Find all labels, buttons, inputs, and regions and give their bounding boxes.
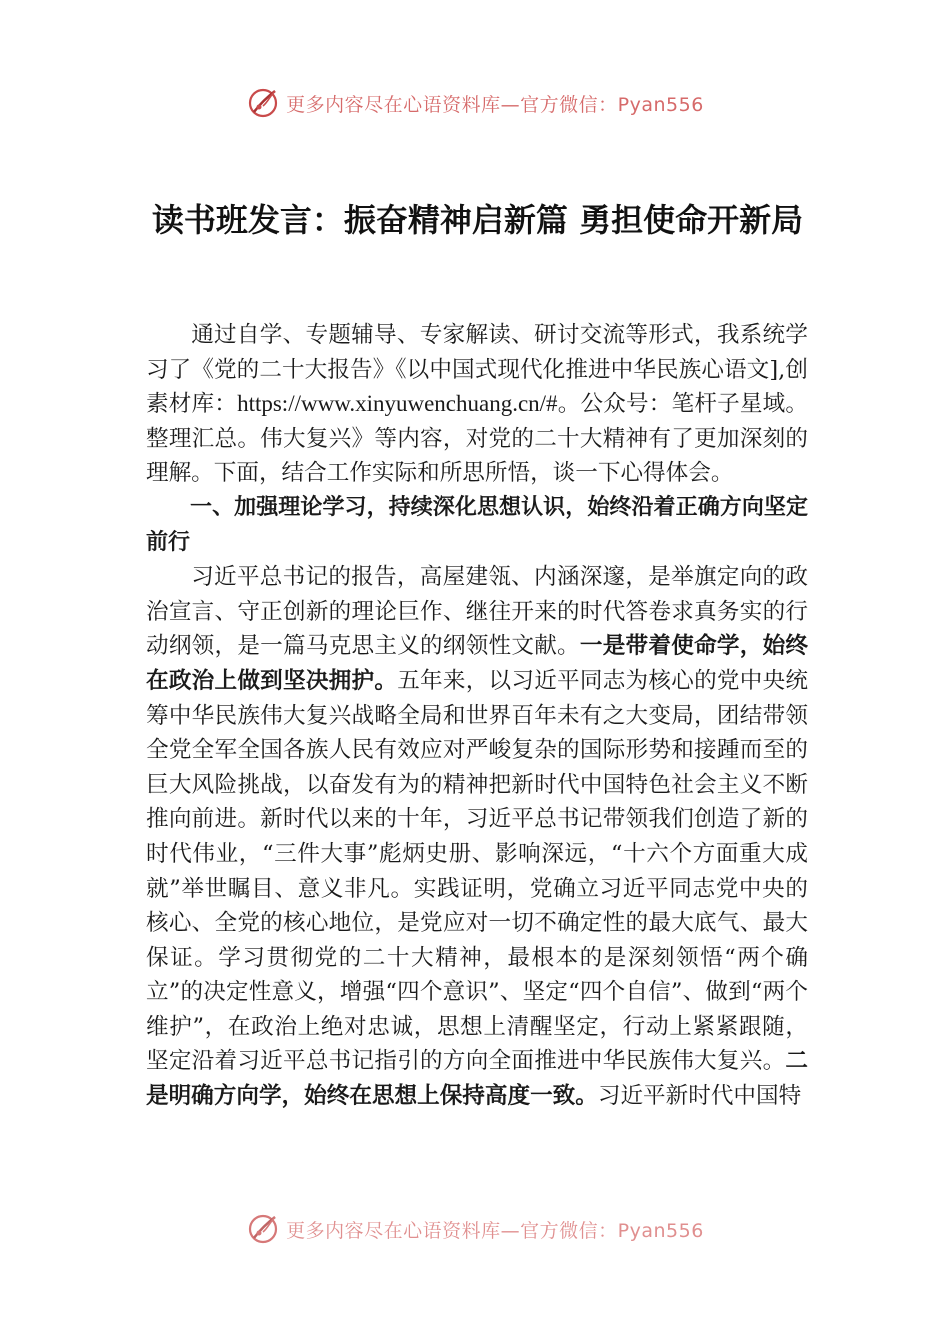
section-text-b: 五年来，以习近平同志为核心的党中央统筹中华民族伟大复兴战略全局和世界百年未有之大变局，团结带领全党全军全国各族人民有效应对严峻复杂的国际形势和接踵而至的巨大风险挑战，以奋发有为的精神把新时代中国特色社会主义不断推向前进。新时代以来的十年，习近平总书记带领我们创造了新的时代伟业，“三件大事”彪炳史册、影响深远，“十六个方面重大成就”举世瞩目、意义非凡。实践证明，党确立习近平同志党中央的核心、全党的核心地位，是党应对一切不确定性的最大底气、最大保证。学习贯彻党的二十大精神，最根本的是深刻领悟“两个确立”的决定性意义，增强“四个意识”、坚定“四个自信”、做到“两个维护”，在政治上绝对忠诚，思想上清醒坚定，行动上紧紧跟随，坚定沿着习近平总书记指引的方向全面推进中华民族伟大复兴。 [146,667,809,1075]
point-two-heading: 二是明确方向学，始终在思想上保持高度一致。 [146,1048,808,1110]
section-text-c: 习近平新时代中国特 [597,1083,802,1110]
footer-watermark [0,1212,950,1246]
watermark-text: 更多内容尽在心语资料库—官方微信：Pyan556 [286,93,704,116]
document-body [146,318,808,1114]
section-paragraph [146,560,808,1114]
document-title: 读书班发言：振奋精神启新篇 勇担使命开新局 [151,201,804,239]
intro-text-a: 通过自学、专题辅导、专家解读、研讨交流等形式，我系统学习了《党的二十大报告》《以中国式现代化推进中华民族心语文],创素材库： [146,322,808,418]
quill-logo-icon [246,86,280,120]
point-one-heading: 一是带着使命学，始终在政治上做到坚决拥护。 [146,633,809,694]
website-url: https://www.xinyuwenchuang.cn/# [237,391,558,417]
intro-text-b: 。公众号：笔杆子星域。整理汇总。伟大复兴》等内容，对党的二十大精神有了更加深刻的理解。下面，结合工作实际和所思所悟，谈一下心得体会。 [146,391,809,487]
intro-paragraph [146,318,808,491]
section-heading-1: 一、加强理论学习，持续深化思想认识，始终沿着正确方向坚定前行 [146,494,808,555]
quill-logo-icon [246,1212,280,1246]
section-text-a: 习近平总书记的报告，高屋建瓴、内涵深邃，是举旗定向的政治宣言、守正创新的理论巨作、继往开来的时代答卷求真务实的行动纲领，是一篇马克思主义的纲领性文献。 [146,564,808,660]
watermark-text: 更多内容尽在心语资料库—官方微信：Pyan556 [286,1219,704,1242]
header-watermark [0,86,950,120]
